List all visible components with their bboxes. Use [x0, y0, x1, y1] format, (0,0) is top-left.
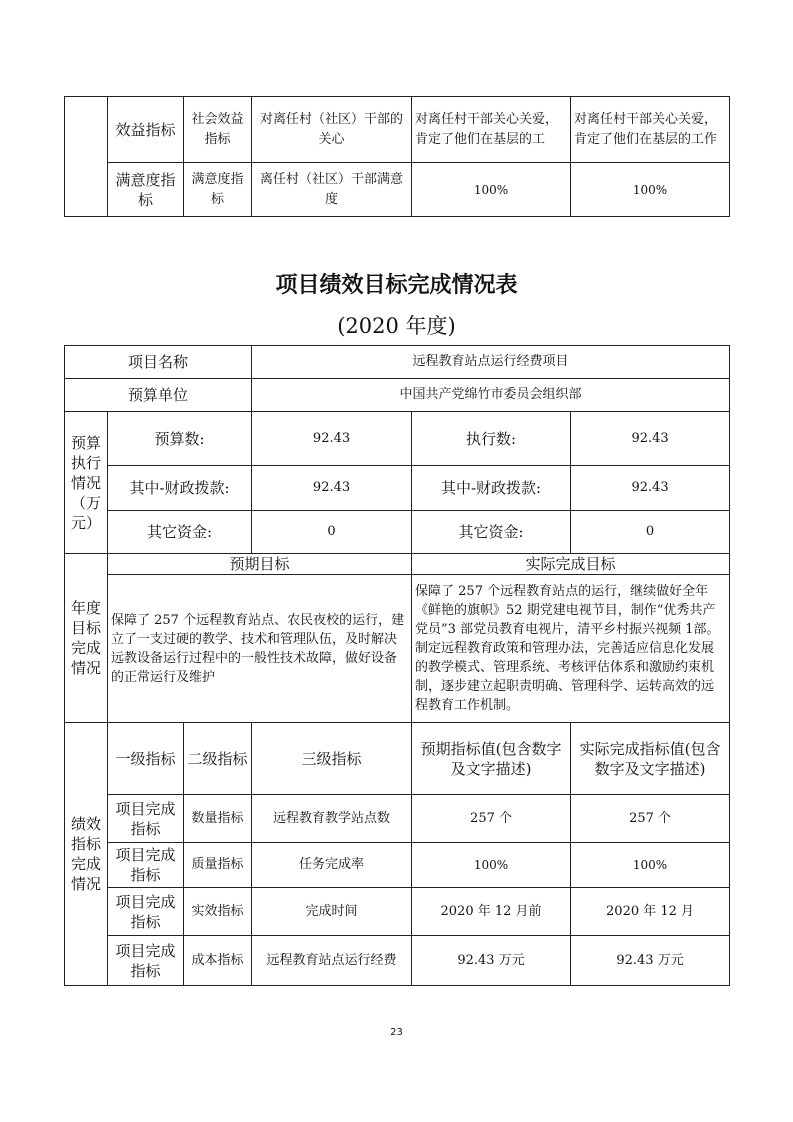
level1-indicator: 项目完成指标 — [108, 843, 184, 888]
fiscal-budget-label: 其中-财政拨款: — [108, 466, 252, 511]
header-level3: 三级指标 — [252, 723, 412, 795]
level2-indicator: 成本指标 — [184, 936, 252, 986]
project-name-label: 项目名称 — [65, 346, 252, 379]
table-row — [65, 843, 730, 888]
expected-value: 2020 年 12 月前 — [412, 888, 571, 936]
header-expected: 预期指标值(包含数字及文字描述) — [412, 723, 571, 795]
header-level1: 一级指标 — [108, 723, 184, 795]
expected-goal-text: 保障了 257 个远程教育站点、农民夜校的运行，建立了一支过硬的教学、技术和管理队伍，及时解决远教设备运行过程中的一般性技术故障，做好设备的正常运行及维护 — [108, 575, 412, 723]
budget-value: 92.43 — [252, 412, 412, 466]
table-row — [65, 163, 730, 217]
table-row — [65, 346, 730, 379]
level2-indicator: 实效指标 — [184, 888, 252, 936]
budget-unit-label: 预算单位 — [65, 379, 252, 412]
expected-value: 92.43 万元 — [412, 936, 571, 986]
level2-indicator: 社会效益指标 — [184, 97, 252, 163]
level2-indicator: 满意度指标 — [184, 163, 252, 217]
page-number: 23 — [390, 1027, 403, 1038]
other-exec-value: 0 — [571, 511, 730, 554]
budget-unit-value: 中国共产党绵竹市委员会组织部 — [252, 379, 730, 412]
table-row — [65, 936, 730, 986]
level1-indicator: 项目完成指标 — [108, 936, 184, 986]
level3-indicator: 完成时间 — [252, 888, 412, 936]
performance-table — [64, 345, 730, 986]
actual-value: 92.43 万元 — [571, 936, 730, 986]
level3-indicator: 远程教育站点运行经费 — [252, 936, 412, 986]
fiscal-exec-value: 92.43 — [571, 466, 730, 511]
table-row — [65, 466, 730, 511]
level1-indicator: 项目完成指标 — [108, 888, 184, 936]
level3-indicator: 离任村（社区）干部满意度 — [252, 163, 412, 217]
table-row — [65, 795, 730, 843]
fiscal-exec-label: 其中-财政拨款: — [412, 466, 571, 511]
table-row — [65, 97, 730, 163]
actual-value: 2020 年 12 月 — [571, 888, 730, 936]
expected-value: 100% — [412, 843, 571, 888]
level1-indicator: 满意度指标 — [108, 163, 184, 217]
performance-indicator-label: 绩效指标完成情况 — [65, 723, 108, 986]
actual-value: 100% — [571, 163, 730, 217]
actual-goal-header: 实际完成目标 — [412, 554, 730, 575]
other-exec-label: 其它资金: — [412, 511, 571, 554]
table-row — [65, 379, 730, 412]
other-budget-label: 其它资金: — [108, 511, 252, 554]
header-actual: 实际完成指标值(包含数字及文字描述) — [571, 723, 730, 795]
annual-goal-label: 年度目标完成情况 — [65, 554, 108, 723]
level1-indicator: 项目完成指标 — [108, 795, 184, 843]
level2-indicator: 质量指标 — [184, 843, 252, 888]
project-name-value: 远程教育站点运行经费项目 — [252, 346, 730, 379]
table-row — [65, 575, 730, 723]
table-row — [65, 888, 730, 936]
actual-goal-text: 保障了 257 个远程教育站点的运行，继续做好全年《鲜艳的旗帜》52 期党建电视节目，制作“优秀共产党员”3 部党员教育电视片，清平乡村振兴视频 1部。制定远程教育政策和管理办法，完善适应信息化发展的教学模式、管理系统、考核评估体系和激励约束机制，逐步建立起职责明确、管理科学、运转高效的远程教育工作机制。 — [412, 575, 730, 723]
budget-execution-label: 预算执行情况（万元） — [65, 412, 108, 554]
table-row — [65, 412, 730, 466]
expected-value: 对离任村干部关心关爱，肯定了他们在基层的工 — [412, 97, 571, 163]
other-budget-value: 0 — [252, 511, 412, 554]
top-continuation-table — [64, 96, 730, 217]
page-subtitle: (2020 年度) — [337, 314, 456, 338]
fiscal-budget-value: 92.43 — [252, 466, 412, 511]
actual-value: 257 个 — [571, 795, 730, 843]
table-row — [65, 723, 730, 795]
actual-value: 100% — [571, 843, 730, 888]
level3-indicator: 对离任村（社区）干部的关心 — [252, 97, 412, 163]
level2-indicator: 数量指标 — [184, 795, 252, 843]
page-title: 项目绩效目标完成情况表 — [275, 273, 518, 298]
executed-label: 执行数: — [412, 412, 571, 466]
expected-value: 100% — [412, 163, 571, 217]
level3-indicator: 远程教育教学站点数 — [252, 795, 412, 843]
expected-goal-header: 预期目标 — [108, 554, 412, 575]
executed-value: 92.43 — [571, 412, 730, 466]
budget-label: 预算数: — [108, 412, 252, 466]
expected-value: 257 个 — [412, 795, 571, 843]
table-row — [65, 511, 730, 554]
header-level2: 二级指标 — [184, 723, 252, 795]
level3-indicator: 任务完成率 — [252, 843, 412, 888]
table-row — [65, 554, 730, 575]
actual-value: 对离任村干部关心关爱，肯定了他们在基层的工作 — [571, 97, 730, 163]
continuation-blank-cell — [65, 97, 108, 217]
level1-indicator: 效益指标 — [108, 97, 184, 163]
